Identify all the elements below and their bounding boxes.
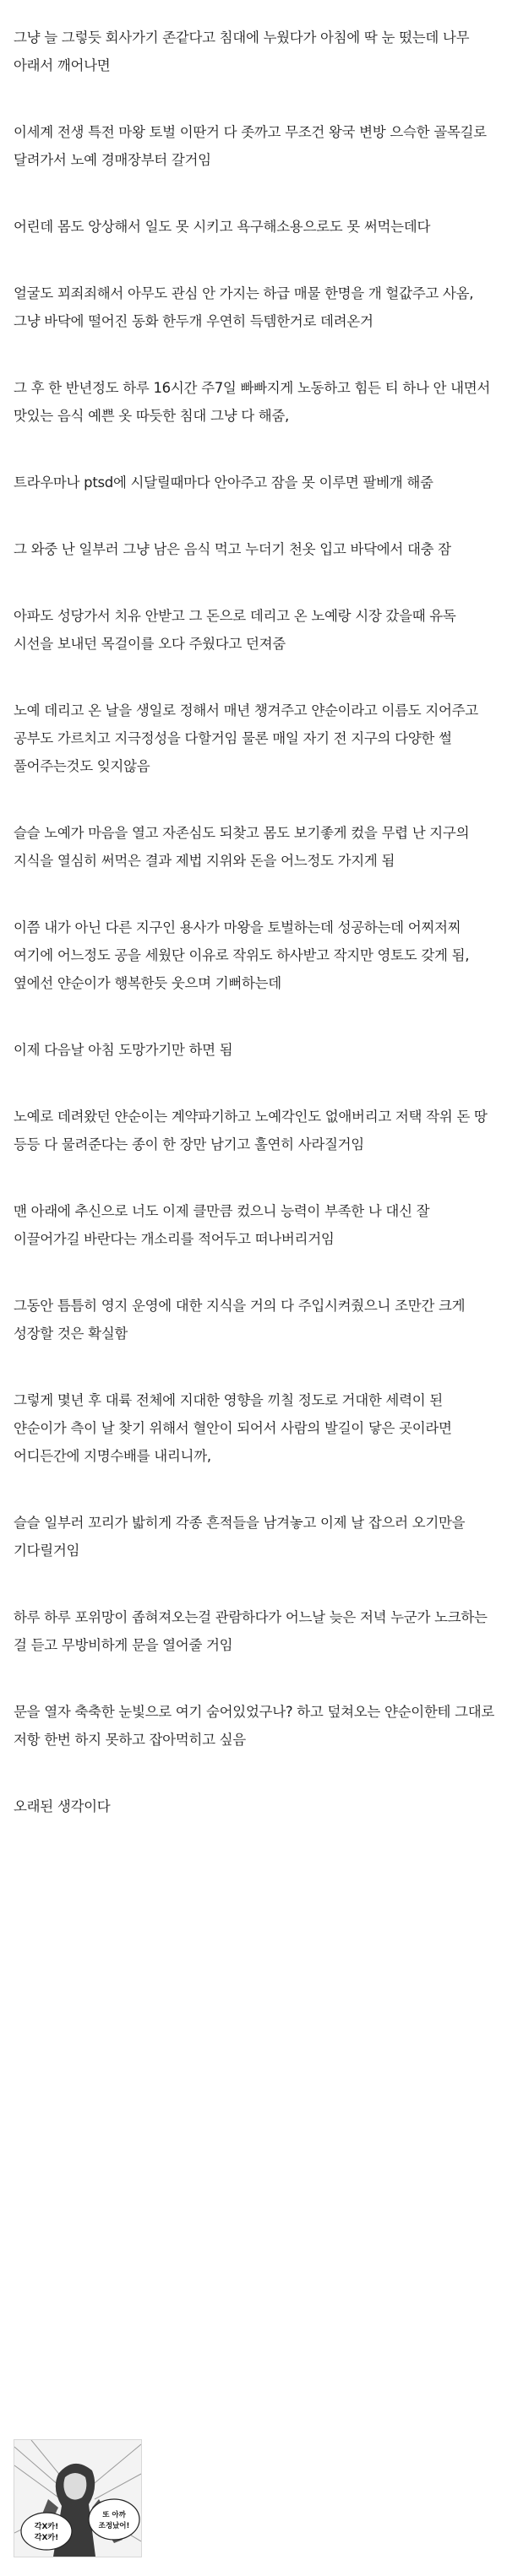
post-paragraph: 슬슬 일부러 꼬리가 밟히게 각종 흔적들을 남겨놓고 이제 날 잡으러 오기만을 기다릴거임 (14, 1515, 466, 1559)
post-body (14, 24, 495, 1856)
post-paragraph: 슬슬 노예가 마음을 열고 자존심도 되찾고 몸도 보기좋게 컸을 무렵 난 지구의 지식을 열심히 써먹은 결과 제법 지위와 돈을 어느정도 가지게 됨 (14, 825, 470, 869)
post-paragraph: 아파도 성당가서 치유 안받고 그 돈으로 데리고 온 노예랑 시장 갔을때 유독 시선을 보내던 목걸이를 오다 주웠다고 던져줌 (14, 608, 456, 652)
post-paragraph: 문을 열자 축축한 눈빛으로 여기 숨어있었구나? 하고 덮쳐오는 얀순이한테 그대로 저항 한번 하지 못하고 잡아먹히고 싶음 (14, 1704, 495, 1748)
meme-image (14, 2439, 142, 2557)
manga-panel-illustration (14, 2440, 141, 2557)
post-paragraph: 이세계 전생 특전 마왕 토벌 이딴거 다 좃까고 무조건 왕국 변방 으슥한 골목길로 달려가서 노예 경매장부터 갈거임 (14, 124, 487, 168)
post-paragraph: 트라우마나 ptsd에 시달릴때마다 안아주고 잠을 못 이루면 팔베개 해줌 (14, 475, 433, 491)
post-paragraph: 이쯤 내가 아닌 다른 지구인 용사가 마왕을 토벌하는데 성공하는데 어찌저찌 여기에 어느정도 공을 세웠단 이유로 작위도 하사받고 작지만 영토도 갖게 됨, 옆에선 얀순이가 행복한듯 웃으며 기뻐하는데 (14, 919, 470, 991)
bubble-left-line1: 각X카! (34, 2523, 59, 2531)
post-paragraph: 그동안 틈틈히 영지 운영에 대한 지식을 거의 다 주입시켜줬으니 조만간 크게 성장할 것은 확실함 (14, 1298, 466, 1342)
post-paragraph: 노예로 데려왔던 얀순이는 계약파기하고 노예각인도 없애버리고 저택 작위 돈 땅 등등 다 물려준다는 종이 한 장만 남기고 훌연히 사라질거임 (14, 1109, 488, 1152)
post-paragraph: 오래된 생각이다 (14, 1798, 111, 1814)
bubble-right-line2: 조정났어! (98, 2522, 130, 2530)
post-paragraph: 그 와중 난 일부러 그냥 남은 음식 먹고 누더기 천옷 입고 바닥에서 대충 잠 (14, 541, 451, 557)
bubble-left-line2: 각X카! (34, 2534, 59, 2542)
post-paragraph: 노예 데리고 온 날을 생일로 정해서 매년 챙겨주고 얀순이라고 이름도 지어주고 공부도 가르치고 지극정성을 다할거임 물론 매일 자기 전 지구의 다양한 썰 풀어주는것도 잊지않음 (14, 702, 478, 774)
post-paragraph: 이제 다음날 아침 도망가기만 하면 됨 (14, 1042, 233, 1058)
post-paragraph: 어린데 몸도 앙상해서 일도 못 시키고 욕구해소용으로도 못 써먹는데다 (14, 219, 431, 235)
post-paragraph: 그렇게 몇년 후 대륙 전체에 지대한 영향을 끼칠 정도로 거대한 세력이 된 얀순이가 측이 날 찾기 위해서 혈안이 되어서 사람의 발길이 닿은 곳이라면 어디든간에 지명수배를 내리니까, (14, 1392, 452, 1464)
post-paragraph: 그냥 늘 그렇듯 회사가기 존같다고 침대에 누웠다가 아침에 딱 눈 떴는데 나무 아래서 깨어나면 (14, 30, 470, 73)
post-paragraph: 그 후 한 반년정도 하루 16시간 주7일 빠빠지게 노동하고 힘든 티 하나 안 내면서 맛있는 음식 예쁜 옷 따듯한 침대 그냥 다 해줌, (14, 380, 491, 424)
post-paragraph: 맨 아래에 추신으로 너도 이제 클만큼 컸으니 능력이 부족한 나 대신 잘 이끌어가길 바란다는 개소리를 적어두고 떠나버리거임 (14, 1203, 430, 1247)
post-paragraph: 하루 하루 포위망이 좁혀져오는걸 관람하다가 어느날 늦은 저녁 누군가 노크하는 걸 듣고 무방비하게 문을 열어줄 거임 (14, 1609, 488, 1653)
post-paragraph: 얼굴도 꾀죄죄해서 아무도 관심 안 가지는 하급 매물 한명을 개 헐값주고 사옴, 그냥 바닥에 떨어진 동화 한두개 우연히 득템한거로 데려온거 (14, 285, 474, 329)
bubble-right-line1: 또 아까 (102, 2511, 126, 2519)
